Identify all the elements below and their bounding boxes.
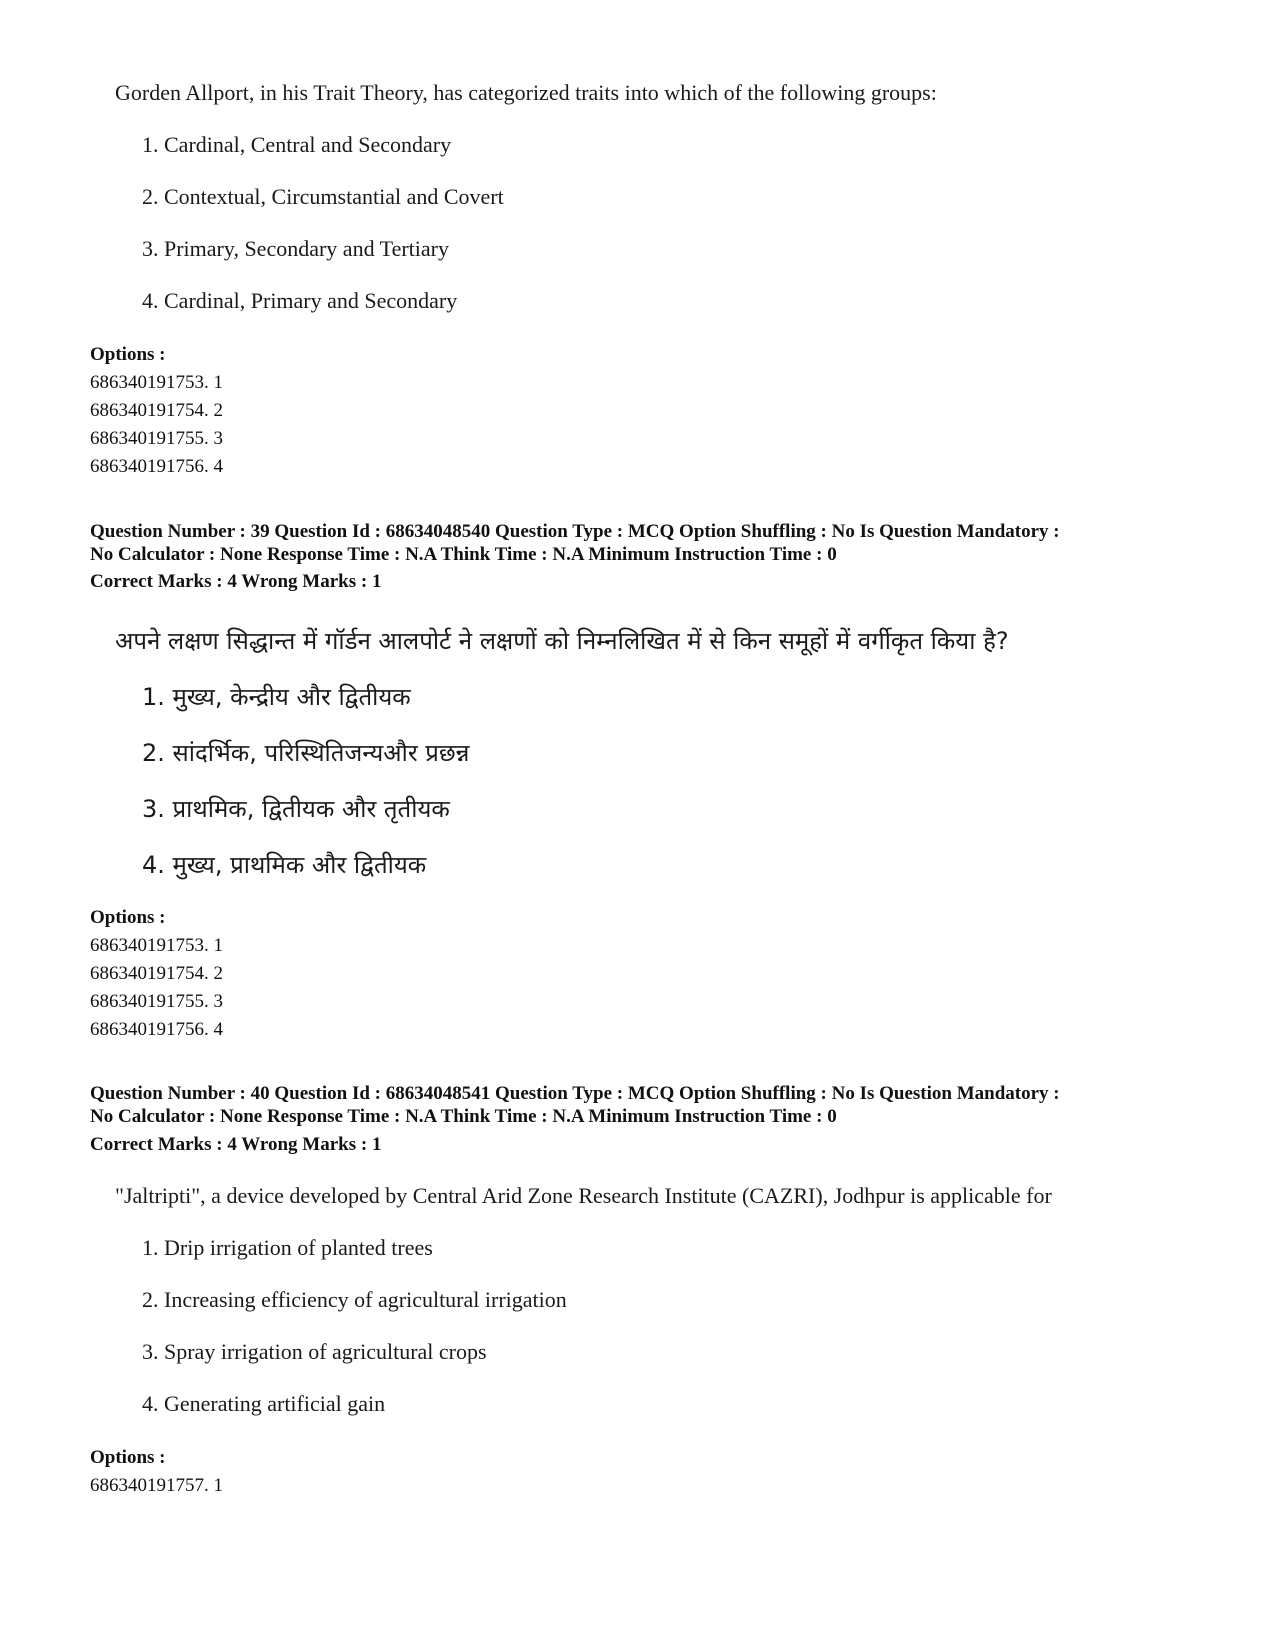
q39-choice-4: 4. मुख्य, प्राथमिक और द्वितीयक	[142, 851, 427, 879]
q39-stem: अपने लक्षण सिद्धान्त में गॉर्डन आलपोर्ट ने लक्षणों को निम्नलिखित में से किन समूहों में वर्गीकृत किया है?	[115, 627, 1009, 655]
q39-choice-2: 2. सांदर्भिक, परिस्थितिजन्यऔर प्रछन्न	[142, 739, 470, 767]
q38-options-label: Options :	[90, 344, 166, 365]
q40-meta-line-1: Question Number : 40 Question Id : 68634048541 Question Type : MCQ Option Shuffling : No Is Question Mandatory :	[90, 1083, 1060, 1104]
q39-option-1: 686340191753. 1	[90, 935, 223, 956]
q39-option-3: 686340191755. 3	[90, 991, 223, 1012]
q39-option-4: 686340191756. 4	[90, 1019, 223, 1040]
q38-choice-4: 4. Cardinal, Primary and Secondary	[142, 288, 458, 313]
q40-choice-4: 4. Generating artificial gain	[142, 1391, 386, 1416]
q40-choice-2: 2. Increasing efficiency of agricultural irrigation	[142, 1287, 567, 1312]
q40-meta-line-2: No Calculator : None Response Time : N.A Think Time : N.A Minimum Instruction Time : 0	[90, 1106, 837, 1127]
q39-options-label: Options :	[90, 907, 166, 928]
q40-stem: "Jaltripti", a device developed by Central Arid Zone Research Institute (CAZRI), Jodhpur is applicable for	[115, 1183, 1052, 1208]
q38-option-3: 686340191755. 3	[90, 428, 223, 449]
q40-options-label: Options :	[90, 1447, 166, 1468]
q40-option-1: 686340191757. 1	[90, 1475, 223, 1496]
q40-choice-1: 1. Drip irrigation of planted trees	[142, 1235, 433, 1260]
q39-meta-line-1: Question Number : 39 Question Id : 68634048540 Question Type : MCQ Option Shuffling : No Is Question Mandatory :	[90, 521, 1060, 542]
q38-option-4: 686340191756. 4	[90, 456, 223, 477]
q38-option-2: 686340191754. 2	[90, 400, 223, 421]
q40-choice-3: 3. Spray irrigation of agricultural crops	[142, 1339, 487, 1364]
q38-choice-2: 2. Contextual, Circumstantial and Covert	[142, 184, 504, 209]
q39-meta-line-2: No Calculator : None Response Time : N.A Think Time : N.A Minimum Instruction Time : 0	[90, 544, 837, 565]
q38-choice-1: 1. Cardinal, Central and Secondary	[142, 132, 452, 157]
q39-choice-1: 1. मुख्य, केन्द्रीय और द्वितीयक	[142, 683, 411, 711]
q39-choice-3: 3. प्राथमिक, द्वितीयक और तृतीयक	[142, 795, 450, 823]
q38-option-1: 686340191753. 1	[90, 372, 223, 393]
q38-stem: Gorden Allport, in his Trait Theory, has categorized traits into which of the following groups:	[115, 80, 937, 105]
q39-option-2: 686340191754. 2	[90, 963, 223, 984]
q38-choice-3: 3. Primary, Secondary and Tertiary	[142, 236, 449, 261]
q40-marks: Correct Marks : 4 Wrong Marks : 1	[90, 1134, 382, 1155]
q39-marks: Correct Marks : 4 Wrong Marks : 1	[90, 571, 382, 592]
